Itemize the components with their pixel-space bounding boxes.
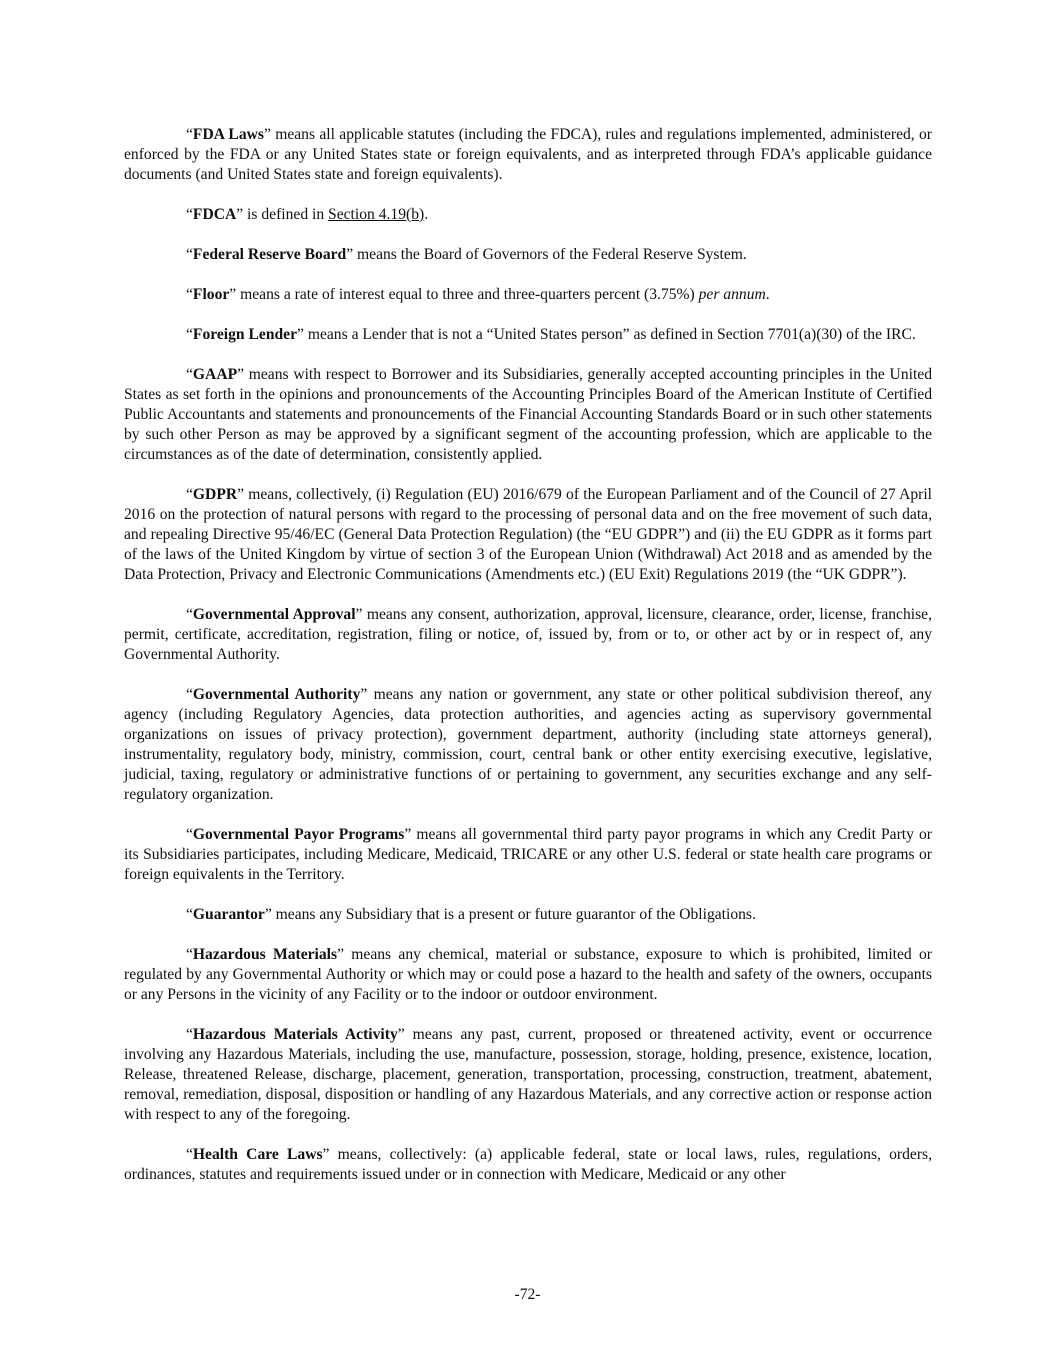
section-reference: Section 4.19(b) (328, 206, 425, 223)
definition-text: ” means a Lender that is not a “United States person” as defined in Section 7701(a)(30) of the IRC. (297, 326, 916, 343)
italic-phrase: per annum (698, 286, 766, 303)
definition-text: ” means any past, current, proposed or threatened activity, event or occurrence involving any Hazardous Materials, including the use, manufacture, possession, storage, holding, presence, existence, location, Release, threatened Release, discharge, placement, generation, transportation, processing, construction, treatment, abatement, removal, remediation, disposal, disposition or handling of any Hazardous Materials, and any corrective action or response action with respect to any of the foregoing. (124, 1026, 932, 1123)
defined-term: GDPR (192, 486, 238, 503)
defined-term: Guarantor (192, 906, 265, 923)
definition-text: ” means any nation or government, any state or other political subdivision thereof, any agency (including Regulatory Agencies, data protection authorities, and agencies acting as supervisory governmental organizations on issues of privacy protection), government department, authority (including state attorneys general), instrumentality, regulatory body, ministry, commission, court, central bank or other entity exercising executive, legislative, judicial, taxing, regulatory or administrative functions of or pertaining to government, any securities exchange and any self-regulatory organization. (124, 686, 932, 803)
definition-governmental-approval: “Governmental Approval” means any consent, authorization, approval, licensure, clearance, order, license, franchise, permit, certificate, accreditation, registration, filing or notice, of, issued by, from or to, or other act by or in respect of, any Governmental Authority. (124, 606, 932, 663)
definition-text: ” means the Board of Governors of the Federal Reserve System. (346, 246, 747, 263)
definition-fda-laws: “FDA Laws” means all applicable statutes (including the FDCA), rules and regulations implemented, administered, or enforced by the FDA or any United States state or foreign equivalents, and as interpreted through FDA’s applicable guidance documents (and United States state and foreign equivalents). (124, 126, 932, 183)
defined-term: FDA Laws (192, 126, 264, 143)
definition-text: ” means any Subsidiary that is a present or future guarantor of the Obligations. (264, 906, 756, 923)
definition-text: ” means any chemical, material or substance, exposure to which is prohibited, limited or regulated by any Governmental Authority or which may or could pose a hazard to the health and safety of the owners, occupants or any Persons in the vicinity of any Facility or to the indoor or outdoor environment. (124, 946, 932, 1003)
definition-text: ” means, collectively: (a) applicable federal, state or local laws, rules, regulations, orders, ordinances, statutes and requirements issued under or in connection with Medicare, Medicaid or any other (124, 1146, 932, 1183)
definition-health-care-laws: “Health Care Laws” means, collectively: (a) applicable federal, state or local laws, rules, regulations, orders, ordinances, statutes and requirements issued under or in connection with Medicare, Medicaid or any other (124, 1146, 932, 1183)
definition-gdpr: “GDPR” means, collectively, (i) Regulation (EU) 2016/679 of the European Parliament and of the Council of 27 April 2016 on the protection of natural persons with regard to the processing of personal data and on the free movement of such data, and repealing Directive 95/46/EC (General Data Protection Regulation) (the “EU GDPR”) and (ii) the EU GDPR as it forms part of the laws of the United Kingdom by virtue of section 3 of the European Union (Withdrawal) Act 2018 and as amended by the Data Protection, Privacy and Electronic Communications (Amendments etc.) (EU Exit) Regulations 2019 (the “UK GDPR”). (124, 486, 932, 583)
definition-governmental-payor-programs: “Governmental Payor Programs” means all governmental third party payor programs in which any Credit Party or its Subsidiaries participates, including Medicare, Medicaid, TRICARE or any other U.S. federal or state health care programs or foreign equivalents in the Territory. (124, 826, 932, 883)
defined-term: Federal Reserve Board (192, 246, 347, 263)
definition-gaap: “GAAP” means with respect to Borrower and its Subsidiaries, generally accepted accounting principles in the United States as set forth in the opinions and pronouncements of the Accounting Principles Board of the American Institute of Certified Public Accountants and statements and pronouncements of the Financial Accounting Standards Board or in such other statements by such other Person as may be approved by a significant segment of the accounting profession, which are applicable to the circumstances as of the date of determination, consistently applied. (124, 366, 932, 463)
defined-term: Floor (192, 286, 230, 303)
definition-floor: “Floor” means a rate of interest equal to three and three-quarters percent (3.75%) per annum. (186, 286, 770, 303)
defined-term: Foreign Lender (192, 326, 298, 343)
defined-term: Hazardous Materials Activity (192, 1026, 398, 1043)
definition-text: ” means all applicable statutes (including the FDCA), rules and regulations implemented, administered, or enforced by the FDA or any United States state or foreign equivalents, and as interpreted through FDA’s applicable guidance documents (and United States state and foreign equivalents). (124, 126, 932, 183)
definition-text: ” is defined in (236, 206, 329, 223)
definition-text: ” means all governmental third party payor programs in which any Credit Party or its Subsidiaries participates, including Medicare, Medicaid, TRICARE or any other U.S. federal or state health care programs or foreign equivalents in the Territory. (124, 826, 932, 883)
defined-term: Health Care Laws (192, 1146, 323, 1163)
definition-fdca: “FDCA” is defined in Section 4.19(b). (186, 206, 429, 223)
defined-term: Governmental Payor Programs (192, 826, 405, 843)
definition-hazardous-materials-activity: “Hazardous Materials Activity” means any past, current, proposed or threatened activity, event or occurrence involving any Hazardous Materials, including the use, manufacture, possession, storage, holding, presence, existence, location, Release, threatened Release, discharge, placement, generation, transportation, processing, construction, treatment, abatement, removal, remediation, disposal, disposition or handling of any Hazardous Materials, and any corrective action or response action with respect to any of the foregoing. (124, 1026, 932, 1123)
definition-governmental-authority: “Governmental Authority” means any nation or government, any state or other political subdivision thereof, any agency (including Regulatory Agencies, data protection authorities, and agencies acting as supervisory governmental organizations on issues of privacy protection), government department, authority (including state attorneys general), instrumentality, regulatory body, ministry, commission, court, central bank or other entity exercising executive, legislative, judicial, taxing, regulatory or administrative functions of or pertaining to government, any securities exchange and any self-regulatory organization. (124, 686, 932, 803)
definition-text: ” means any consent, authorization, approval, licensure, clearance, order, license, franchise, permit, certificate, accreditation, registration, filing or notice, of, issued by, from or to, or other act by or in respect of, any Governmental Authority. (124, 606, 932, 663)
defined-term: Governmental Authority (192, 686, 361, 703)
document-page (124, 125, 932, 1205)
definition-text: ” means with respect to Borrower and its Subsidiaries, generally accepted accounting principles in the United States as set forth in the opinions and pronouncements of the Accounting Principles Board of the American Institute of Certified Public Accountants and statements and pronouncements of the Financial Accounting Standards Board or in such other statements by such other Person as may be approved by a significant segment of the accounting profession, which are applicable to the circumstances as of the date of determination, consistently applied. (124, 366, 932, 463)
definition-guarantor: “Guarantor” means any Subsidiary that is a present or future guarantor of the Obligations. (186, 906, 756, 923)
definition-foreign-lender: “Foreign Lender” means a Lender that is not a “United States person” as defined in Section 7701(a)(30) of the IRC. (186, 326, 916, 343)
defined-term: FDCA (192, 206, 237, 223)
defined-term: Hazardous Materials (192, 946, 338, 963)
definition-text: ” means, collectively, (i) Regulation (EU) 2016/679 of the European Parliament and of the Council of 27 April 2016 on the protection of natural persons with regard to the processing of personal data and on the free movement of such data, and repealing Directive 95/46/EC (General Data Protection Regulation) (the “EU GDPR”) and (ii) the EU GDPR as it forms part of the laws of the United Kingdom by virtue of section 3 of the European Union (Withdrawal) Act 2018 and as amended by the Data Protection, Privacy and Electronic Communications (Amendments etc.) (EU Exit) Regulations 2019 (the “UK GDPR”). (124, 486, 932, 583)
definition-text: ” means a rate of interest equal to three and three-quarters percent (3.75%) (229, 286, 699, 303)
definition-hazardous-materials: “Hazardous Materials” means any chemical, material or substance, exposure to which is prohibited, limited or regulated by any Governmental Authority or which may or could pose a hazard to the health and safety of the owners, occupants or any Persons in the vicinity of any Facility or to the indoor or outdoor environment. (124, 946, 932, 1003)
page-number: -72- (514, 1286, 541, 1303)
definition-federal-reserve-board: “Federal Reserve Board” means the Board of Governors of the Federal Reserve System. (186, 246, 747, 263)
defined-term: Governmental Approval (192, 606, 356, 623)
defined-term: GAAP (192, 366, 238, 383)
